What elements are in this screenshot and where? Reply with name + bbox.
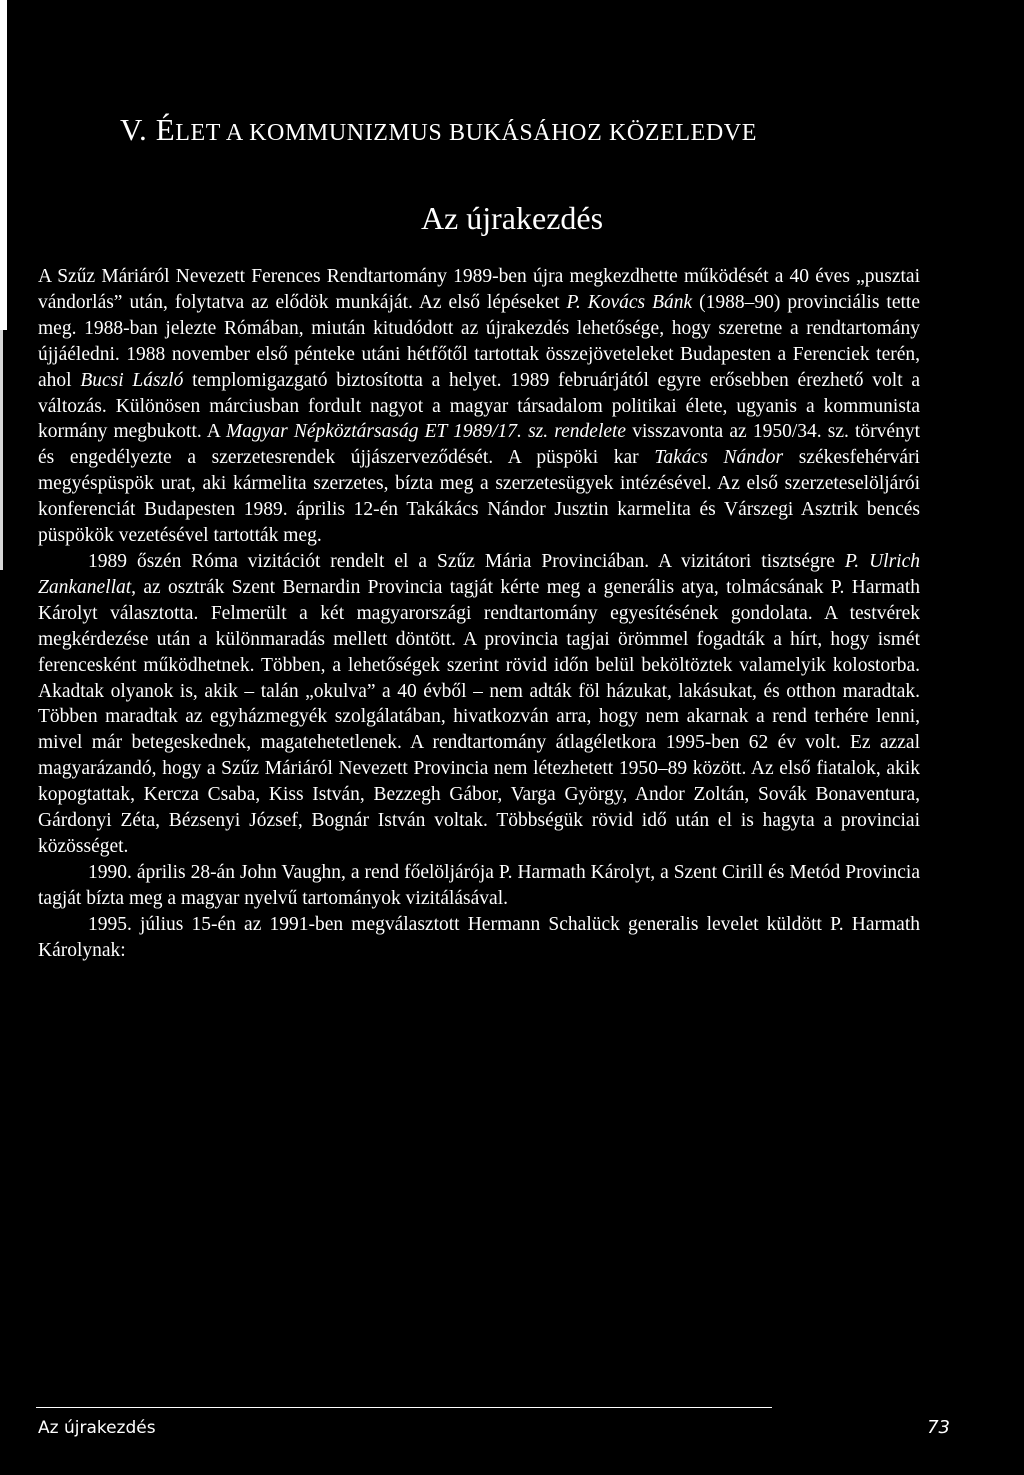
paragraph-2 (38, 549, 920, 860)
italic-text-run: P. Ulrich Zankanellat (38, 550, 921, 598)
italic-text-run: P. Kovács Bánk (566, 291, 693, 313)
chapter-number: V. (120, 112, 148, 147)
text-run: templomigazgató biztosította a helyet. 1989 februárjától egyre erősebben érezhető volt a változás. Különösen márciusban fordult nagyot a magyar társadalom politikai élete, ugyanis a kommunista kormány megbukott. A (38, 369, 921, 443)
body-text (38, 264, 920, 963)
paragraph-4 (38, 912, 920, 964)
paragraph-1 (38, 264, 920, 549)
paragraph-3 (38, 860, 920, 912)
text-run: 1990. április 28-án John Vaughn, a rend főelöljárója P. Harmath Károlyt, a Szent Cirill és Metód Provincia tagját bízta meg a magyar nyelvű tartományok vizitálásával. (38, 861, 920, 909)
text-run: visszavonta az 1950/34. sz. törvényt és engedélyezte a szerzetesrendek újjászerveződését. A püspöki kar (38, 421, 920, 469)
italic-text-run: Magyar Népköztársaság ET 1989/17. sz. rendelete (225, 421, 627, 443)
running-title: Az újrakezdés (38, 1418, 156, 1438)
text-run: (1988–90) provinciális tette meg. 1988-ban jelezte Rómában, miután kitudódott az újrakezdés lehetősége, hogy szeretne a rendtartomány újjáéledni. 1988 november első péntekе utáni hétfőtől tartottak összejöveteleket Budapesten a Ferenciek terén, ahol (38, 291, 920, 391)
text-run: A Szűz Máriáról Nevezett Ferences Rendtartomány 1989-ben újra megkezdhette működését a 40 éves „pusztai vándorlás” után, folytatva az elődök munkáját. Az első lépéseket (38, 266, 920, 313)
page-edge-strip (0, 0, 7, 330)
section-title: Az újrakezdés (420, 200, 604, 236)
page-edge-strip-lower (0, 330, 3, 570)
text-run: 1995. július 15-én az 1991-ben megválasztott Hermann Schalück generalis levelet küldött P. Harmath Károlynak: (38, 913, 920, 961)
footer-divider (36, 1407, 772, 1408)
chapter-title-initial: É (155, 112, 176, 147)
text-run: , az osztrák Szent Bernardin Provincia tagját kérte meg a generális atya, tolmácsának P. Harmath Károlyt választotta. Felmerült a két magyarországi rendtartomány egyesítésének gondolata. A testvérek megkérdezése után a különmaradás mellett döntött. A provincia tagjai örömmel fogadták a hírt, hogy ismét ferencesként működhetnek. Többen, a lehetőségek szerint rövid időn belül beköltöztek valamelyik kolostorba. Akadtak olyanok is, akik – talán „okulva” a 40 évből – nem adták föl házukat, lakásukat, és otthon maradtak. Többen maradtak az egyházmegyék szolgálatában, hivatkozván arra, hogy nem akarnak a rend terhére lenni, mivel már betegeskednek, magatehetetlenek. A rendtartomány átlagéletkora 1995-ben 62 év volt. Ez azzal magyarázandó, hogy a Szűz Máriáról Nevezett Provincia nem létezhetett 1950–89 között. Az első fiatalok, akik kopogtattak, Kercza Csaba, Kiss István, Bezzegh Gábor, Varga György, Andor Zoltán, Sovák Bonaventura, Gárdonyi Zéta, Bézsenyi József, Bognár István voltak. Többségük rövid idő után el is hagyta a provinciai közösséget. (38, 576, 920, 857)
text-run: székesfehérvári megyéspüspök urat, aki kármelita szerzetes, bízta meg a szerzetesügyek intézésével. Az első szerzeteselöljárói konferenciát Budapesten 1989. április 12-én Takákács Nándor Jusztin karmelita és Várszegi Asztrik bencés püspökök vezetésével tartották meg. (38, 447, 920, 547)
chapter-title-rest: LET A KOMMUNIZMUS BUKÁSÁHOZ KÖZELEDVE (175, 120, 757, 146)
italic-text-run: Bucsi László (80, 369, 184, 391)
italic-text-run: Takács Nándor (654, 447, 784, 469)
text-run: 1989 őszén Róma vizitációt rendelt el a Szűz Mária Provinciában. A vizitátori tisztségre (88, 550, 845, 572)
page-number: 73 (927, 1417, 950, 1438)
chapter-title (120, 112, 940, 148)
